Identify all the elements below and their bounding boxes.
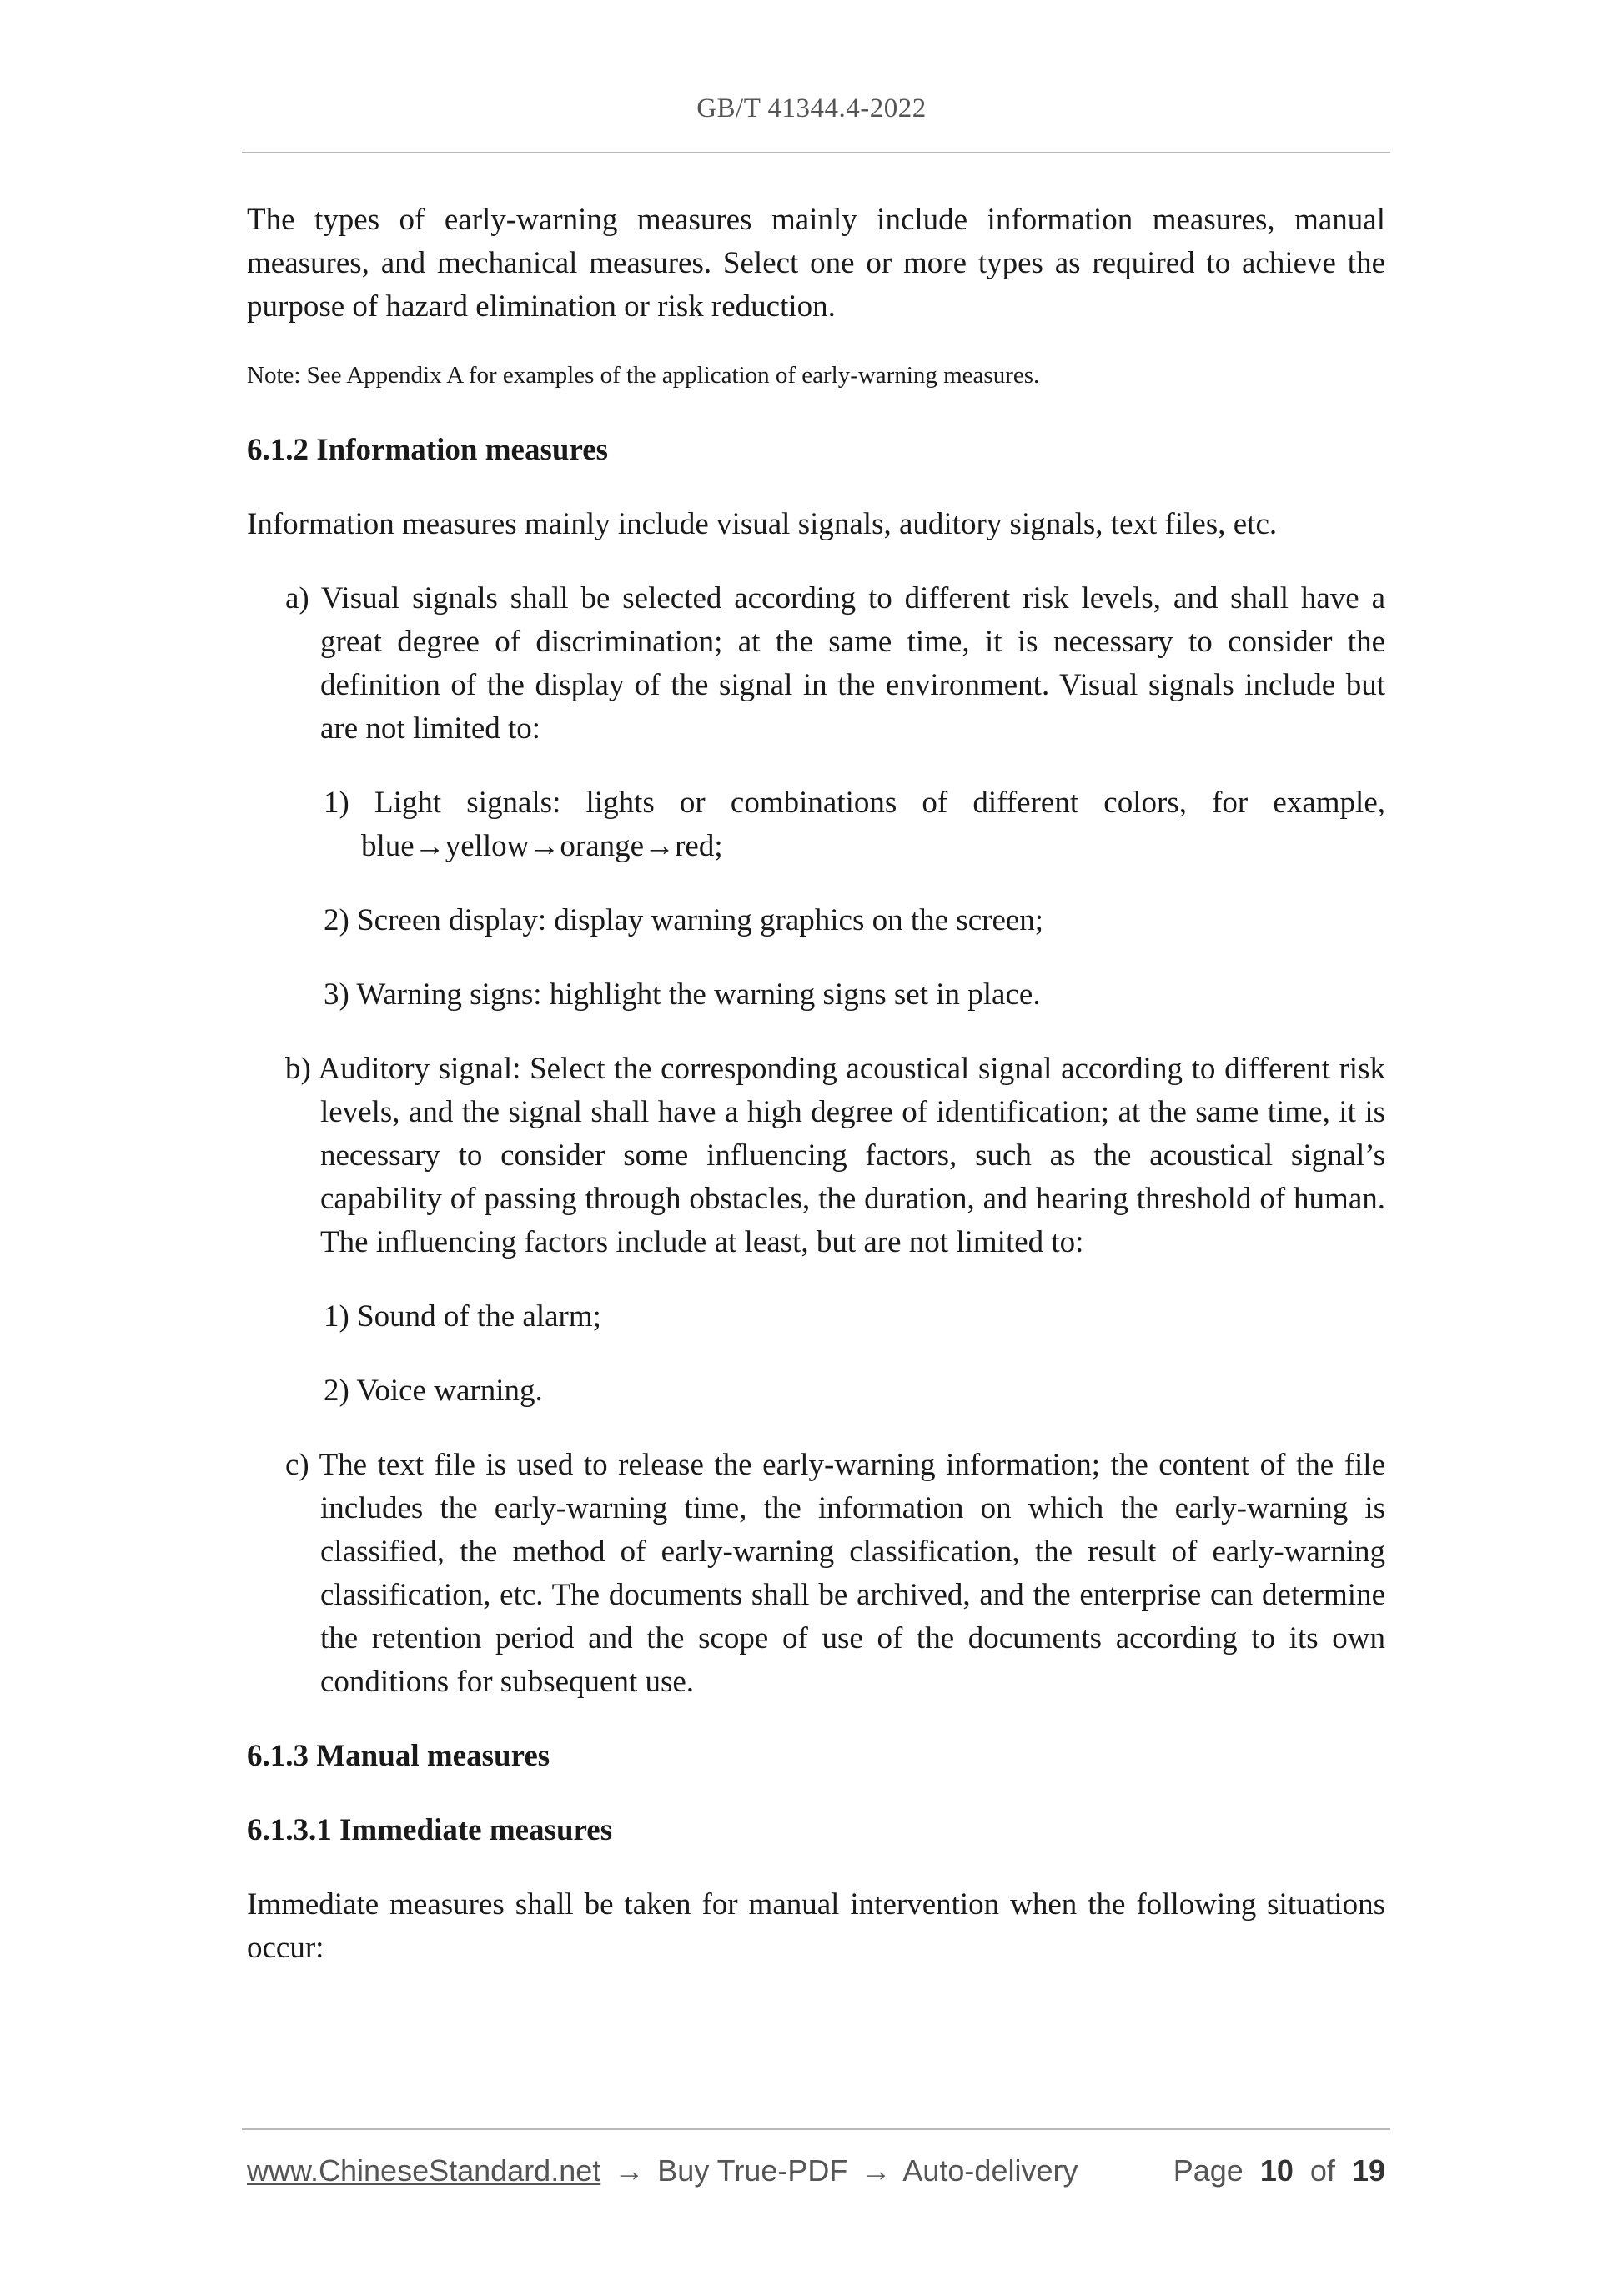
document-id-header: GB/T 41344.4-2022 (696, 93, 927, 123)
list-item-b: b) Auditory signal: Select the corresponding acoustical signal according to different risk levels, and the signal shall have a high degree of identification; at the same time, it is necessary to consider some influencing factors, such as the acoustical signal’s capability of passing through obstacles, the duration, and hearing threshold of human. The influencing factors include at least, but are not limited to: (285, 1052, 1385, 1259)
page-label: Page (1173, 2153, 1244, 2188)
list-item-a-1: 1) Light signals: lights or combinations of different colors, for example, blue→yellow→orange→red; (324, 786, 1385, 863)
intro-paragraph: The types of early-warning measures mainly include information measures, manual measures, and mechanical measures. Select one or more types as required to achieve the purpose of hazard elimination or risk reduction. (247, 203, 1385, 324)
page-current: 10 (1259, 2153, 1294, 2188)
note-text: Note: See Appendix A for examples of the application of early-warning measures. (247, 362, 1040, 389)
list-item-a: a) Visual signals shall be selected according to different risk levels, and shall have a great degree of discrimination; at the same time, it is necessary to consider the definition of the display of the signal in the environment. Visual signals include but are not limited to: (285, 581, 1385, 746)
auto-delivery-text: Auto-delivery (902, 2153, 1078, 2188)
information-measures-lead: Information measures mainly include visual signals, auditory signals, text files, etc. (247, 507, 1278, 541)
list-item-a-2: 2) Screen display: display warning graphics on the screen; (324, 903, 1044, 937)
section-heading-6-1-2: 6.1.2 Information measures (247, 433, 609, 467)
section-heading-6-1-3: 6.1.3 Manual measures (247, 1739, 550, 1773)
page-indicator (1173, 2153, 1385, 2188)
page-body (247, 198, 1385, 1970)
list-item-c: c) The text file is used to release the early-warning information; the content of the file includes the early-warning time, the information on which the early-warning is classified, the method of early-warning classification, the result of early-warning classification, etc. The documents shall be archived, and the enterprise can determine the retention period and the scope of use of the documents according to its own conditions for subsequent use. (285, 1448, 1385, 1699)
footer-promo (247, 2153, 1078, 2188)
list-item-b-2: 2) Voice warning. (324, 1374, 543, 1408)
immediate-measures-lead: Immediate measures shall be taken for manual intervention when the following situations occur: (247, 1887, 1385, 1965)
arrow-right-icon: → (614, 2153, 645, 2188)
section-heading-6-1-3-1: 6.1.3.1 Immediate measures (247, 1813, 613, 1847)
header-divider (242, 152, 1390, 153)
list-item-b-1: 1) Sound of the alarm; (324, 1299, 601, 1334)
page-of-label: of (1309, 2153, 1335, 2188)
footer-divider (242, 2128, 1390, 2130)
website-link[interactable]: www.ChineseStandard.net (247, 2153, 601, 2188)
list-item-a-3: 3) Warning signs: highlight the warning signs set in place. (324, 977, 1041, 1012)
page-footer (247, 2153, 1385, 2195)
page-total: 19 (1351, 2153, 1385, 2188)
arrow-right-icon: → (861, 2153, 892, 2188)
buy-true-pdf-text: Buy True-PDF (657, 2153, 848, 2188)
